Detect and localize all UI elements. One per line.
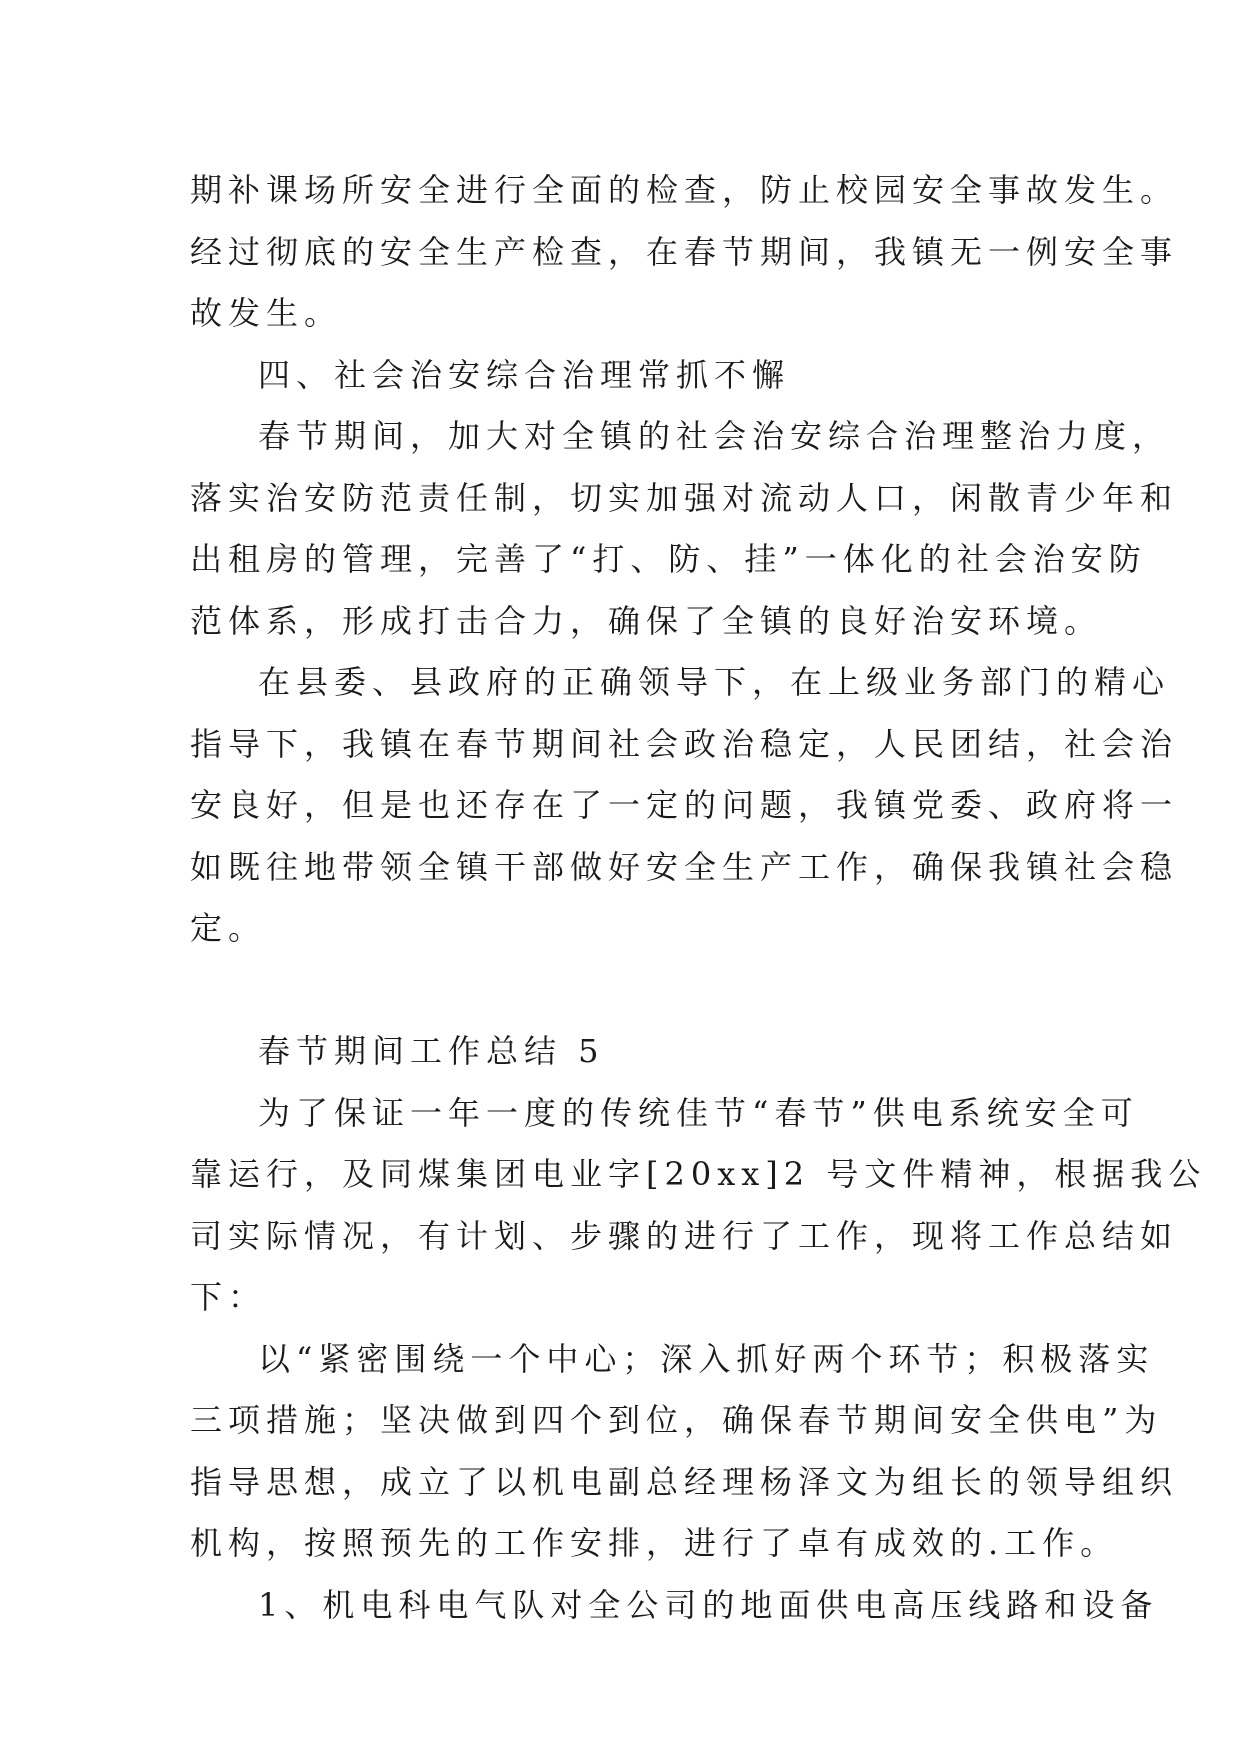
text-line: 司实际情况，有计划、步骤的进行了工作，现将工作总结如 (190, 1216, 1179, 1255)
text-line: 1、机电科电气队对全公司的地面供电高压线路和设备 (258, 1585, 1159, 1624)
text-line: 故发生。 (190, 294, 343, 332)
text-line: 期补课场所安全进行全面的检查，防止校园安全事故发生。 (190, 171, 1179, 209)
text-line: 下： (190, 1278, 267, 1316)
text-line: 指导下，我镇在春节期间社会政治稳定，人民团结，社会治 (190, 724, 1179, 763)
section-heading: 四、社会治安综合治理常抓不懈 (258, 355, 791, 394)
text-line: 定。 (190, 909, 267, 947)
text-line: 范体系，形成打击合力，确保了全镇的良好治安环境。 (190, 601, 1103, 640)
text-line: 如既往地带领全镇干部做好安全生产工作，确保我镇社会稳 (190, 847, 1179, 886)
text-line: 靠运行，及同煤集团电业字[20xx]2 号文件精神，根据我公 (190, 1155, 1207, 1193)
text-line: 以“紧密围绕一个中心；深入抓好两个环节；积极落实 (258, 1339, 1155, 1378)
document-body (190, 160, 1207, 1636)
section-title: 春节期间工作总结 5 (258, 1032, 605, 1070)
text-line: 在县委、县政府的正确领导下，在上级业务部门的精心 (258, 663, 1171, 701)
text-line: 出租房的管理，完善了“打、防、挂”一体化的社会治安防 (190, 540, 1147, 578)
text-line: 经过彻底的安全生产检查，在春节期间，我镇无一例安全事 (190, 232, 1179, 271)
text-line: 落实治安防范责任制，切实加强对流动人口，闲散青少年和 (190, 478, 1179, 517)
text-line: 安良好，但是也还存在了一定的问题，我镇党委、政府将一 (190, 786, 1179, 824)
text-line: 三项措施；坚决做到四个到位，确保春节期间安全供电”为 (190, 1401, 1163, 1439)
text-line: 为了保证一年一度的传统佳节“春节”供电系统安全可 (258, 1093, 1139, 1132)
text-line: 春节期间，加大对全镇的社会治安综合治理整治力度， (258, 417, 1171, 455)
text-line: 机构，按照预先的工作安排，进行了卓有成效的.工作。 (190, 1524, 1119, 1562)
paragraph-gap (190, 960, 1070, 1022)
text-line: 指导思想，成立了以机电副总经理杨泽文为组长的领导组织 (190, 1462, 1179, 1501)
